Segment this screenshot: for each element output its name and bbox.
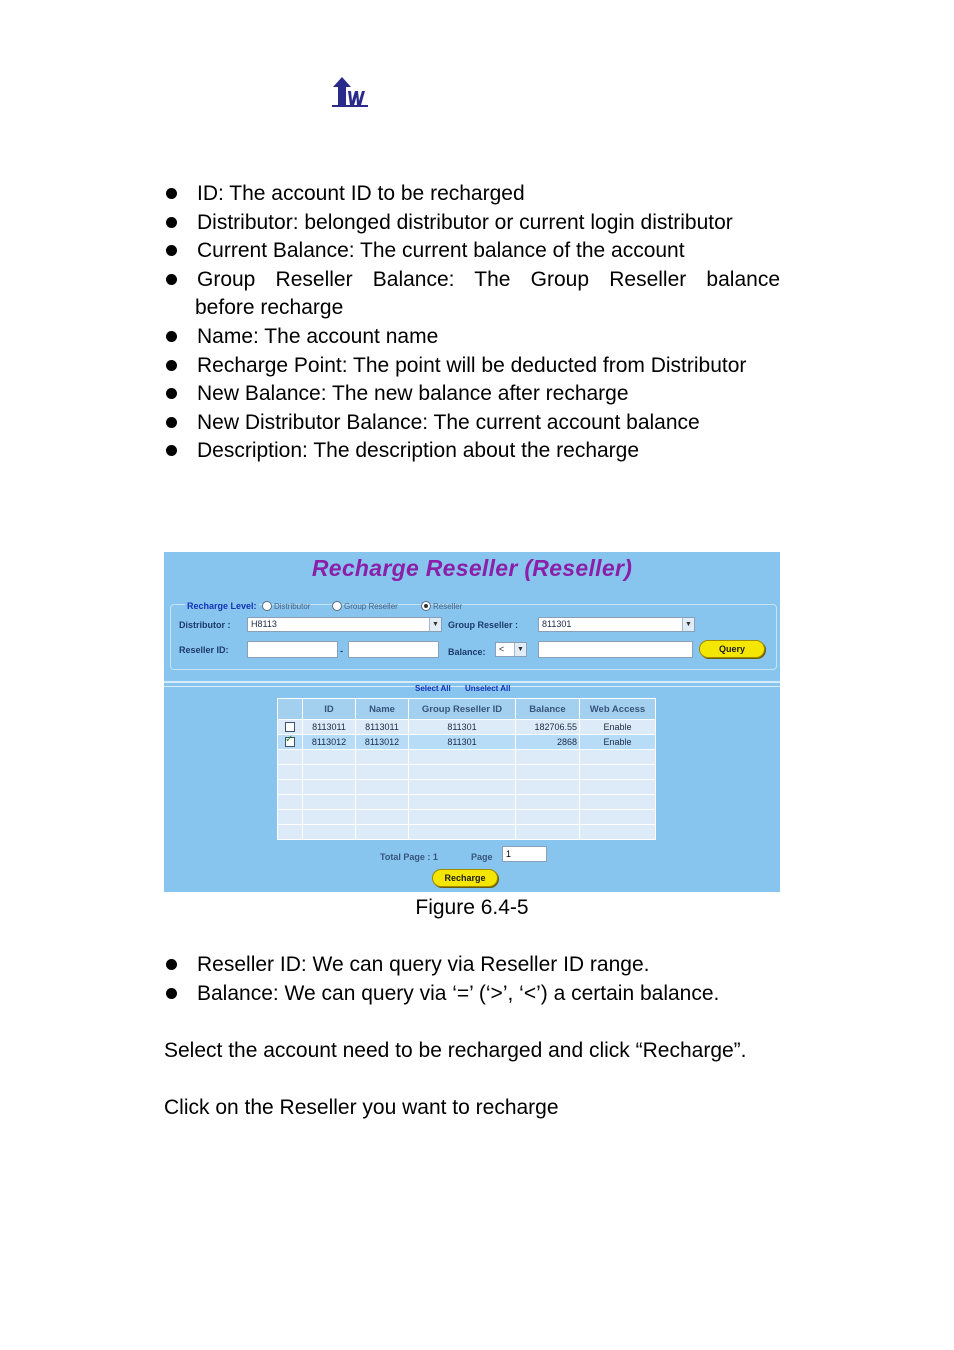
table-row[interactable]	[278, 720, 656, 735]
page-title: Recharge Reseller (Reseller)	[311, 555, 633, 581]
reseller-id-label: Reseller ID:	[179, 645, 229, 655]
list-item: Balance: We can query via ‘=’ (‘>’, ‘<’) a certain balance.	[164, 980, 780, 1009]
group-reseller-select[interactable]: 811301 ▼	[538, 617, 695, 632]
recharge-level-label: Recharge Level:	[187, 601, 257, 611]
column-header-balance: Balance	[516, 699, 580, 720]
radio-label-distributor: Distributor	[274, 602, 311, 611]
instruction-paragraph: Select the account need to be recharged and click “Recharge”.	[164, 1039, 747, 1062]
cell-name: 8113012	[356, 735, 409, 750]
distributor-select[interactable]: H8113 ▼	[247, 617, 442, 632]
table-row-empty	[278, 750, 656, 765]
reseller-table	[277, 698, 656, 840]
radio-group-reseller[interactable]	[332, 601, 342, 611]
column-header-web-access: Web Access	[580, 699, 656, 720]
reseller-id-to-input[interactable]	[348, 641, 439, 658]
list-item: Group Reseller Balance: The Group Reseller balance before recharge	[164, 266, 780, 323]
table-header-row	[278, 699, 656, 720]
select-all-link[interactable]: Select All	[415, 684, 451, 693]
query-fieldset	[170, 604, 777, 670]
table-row-empty	[278, 810, 656, 825]
radio-label-reseller: Reseller	[433, 602, 463, 611]
query-button[interactable]: Query	[699, 640, 765, 658]
table-row[interactable]	[278, 735, 656, 750]
balance-label: Balance:	[448, 647, 486, 657]
table-row-empty	[278, 765, 656, 780]
reseller-id-from-input[interactable]	[247, 641, 338, 658]
list-item: Distributor: belonged distributor or current login distributor	[164, 209, 780, 238]
column-header-name: Name	[356, 699, 409, 720]
cell-id: 8113011	[303, 720, 356, 735]
query-description-list	[164, 951, 780, 1008]
distributor-label: Distributor :	[179, 620, 231, 630]
field-description-list	[164, 180, 780, 466]
recharge-button[interactable]: Recharge	[432, 869, 498, 887]
recharge-reseller-figure	[164, 552, 780, 892]
column-header-select	[278, 699, 303, 720]
company-logo-icon	[332, 77, 368, 109]
cell-group-reseller-id: 811301	[409, 720, 516, 735]
chevron-down-icon: ▼	[682, 618, 694, 631]
table-row-empty	[278, 825, 656, 840]
cell-web-access: Enable	[580, 735, 656, 750]
total-page-label: Total Page : 1	[380, 852, 438, 862]
list-item: New Distributor Balance: The current account balance	[164, 409, 780, 438]
page-input[interactable]: 1	[502, 846, 547, 862]
column-header-id: ID	[303, 699, 356, 720]
list-item: ID: The account ID to be recharged	[164, 180, 780, 209]
list-item: Description: The description about the recharge	[164, 437, 780, 466]
cell-balance: 182706.55	[516, 720, 580, 735]
chevron-down-icon: ▼	[514, 643, 526, 656]
cell-balance: 2868	[516, 735, 580, 750]
table-row-empty	[278, 780, 656, 795]
figure-caption: Figure 6.4-5	[415, 896, 529, 919]
radio-reseller[interactable]	[421, 601, 431, 611]
cell-name: 8113011	[356, 720, 409, 735]
radio-distributor[interactable]	[262, 601, 272, 611]
row-checkbox[interactable]	[285, 722, 295, 732]
table-row-empty	[278, 795, 656, 810]
unselect-all-link[interactable]: Unselect All	[465, 684, 511, 693]
instruction-paragraph: Click on the Reseller you want to recharge	[164, 1096, 559, 1119]
row-checkbox-checked[interactable]	[285, 737, 295, 747]
page-label: Page	[471, 852, 493, 862]
cell-id: 8113012	[303, 735, 356, 750]
cell-web-access: Enable	[580, 720, 656, 735]
column-header-group-reseller-id: Group Reseller ID	[409, 699, 516, 720]
balance-operator-select[interactable]: < ▼	[495, 642, 527, 657]
list-item: Reseller ID: We can query via Reseller ID range.	[164, 951, 780, 980]
list-item: New Balance: The new balance after recharge	[164, 380, 780, 409]
cell-group-reseller-id: 811301	[409, 735, 516, 750]
range-dash: -	[340, 646, 343, 656]
balance-input[interactable]	[538, 641, 693, 658]
list-item: Current Balance: The current balance of the account	[164, 237, 780, 266]
list-item: Name: The account name	[164, 323, 780, 352]
group-reseller-label: Group Reseller :	[448, 620, 519, 630]
radio-label-group-reseller: Group Reseller	[344, 602, 398, 611]
chevron-down-icon: ▼	[429, 618, 441, 631]
divider	[164, 681, 780, 683]
list-item: Recharge Point: The point will be deducted from Distributor	[164, 352, 780, 381]
